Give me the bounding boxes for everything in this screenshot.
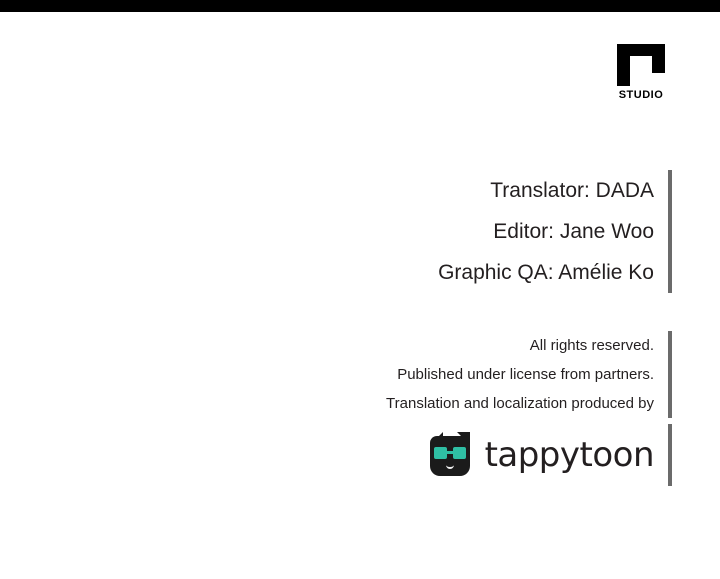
credit-translator: Translator: DADA: [490, 179, 654, 202]
studio-logo: [610, 44, 672, 101]
credits-block: [224, 170, 672, 293]
legal-line-rights: All rights reserved.: [529, 337, 654, 354]
studio-wordmark: STUDIO: [618, 89, 664, 101]
studio-mark-icon: [617, 44, 665, 86]
cat-with-glasses-icon: [427, 432, 473, 478]
legal-block: [224, 331, 672, 418]
credit-editor: Editor: Jane Woo: [493, 220, 654, 243]
tappytoon-wordmark: tappytoon: [484, 435, 654, 475]
legal-line-license: Published under license from partners.: [397, 366, 654, 383]
legal-line-localization: Translation and localization produced by: [386, 395, 654, 412]
tappytoon-brand: [242, 424, 672, 486]
top-black-band: [0, 0, 720, 12]
credit-graphic-qa: Graphic QA: Amélie Ko: [438, 261, 654, 284]
